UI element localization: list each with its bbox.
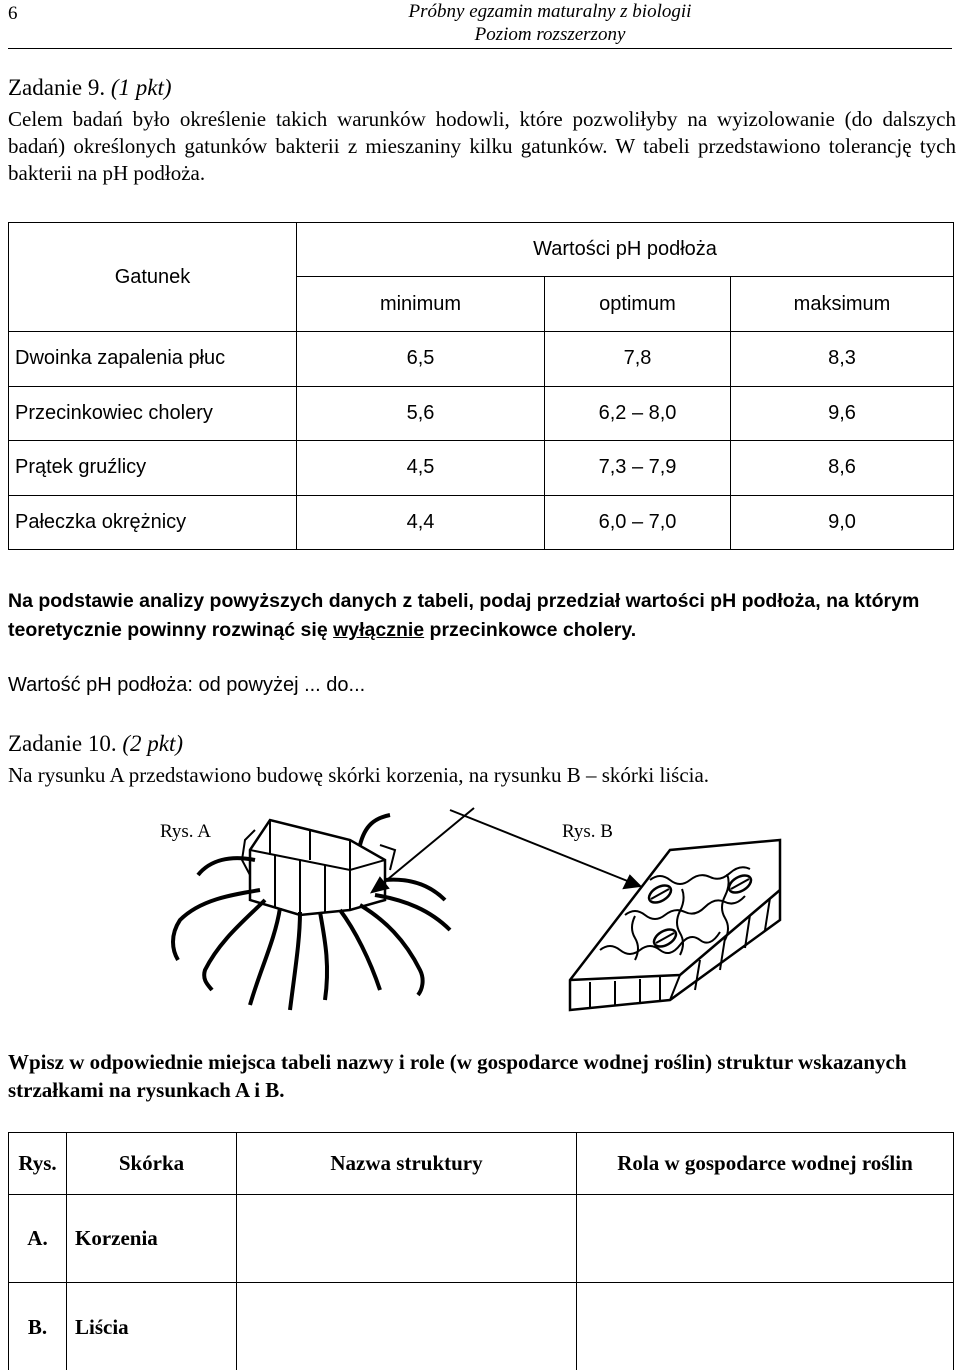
col-role-header: Rola w gospodarce wodnej roślin (577, 1133, 954, 1195)
arrow-b-head (624, 876, 640, 888)
name-answer-cell[interactable] (237, 1283, 577, 1370)
figure-b-leaf-epidermis (440, 800, 790, 1020)
task10-points: (2 pkt) (122, 731, 183, 756)
col-min-header: minimum (297, 277, 545, 332)
task10-heading (8, 730, 183, 757)
skorka-cell: Korzenia (67, 1195, 237, 1283)
rys-cell: B. (9, 1283, 67, 1370)
task10-instruction: Wpisz w odpowiednie miejsca tabeli nazwy i role (w gospodarce wodnej roślin) struktur wskazanych strzałkami na rysunkach A i B. (8, 1050, 907, 1102)
col-rys-header: Rys. (9, 1133, 67, 1195)
opt-cell: 6,2 – 8,0 (545, 386, 731, 441)
task9-answer-line: Wartość pH podłoża: od powyżej ... do... (8, 674, 366, 696)
header-title-line1: Próbny egzamin maturalny z biologii (408, 1, 692, 22)
ph-tolerance-table (8, 222, 954, 550)
arrow-b (450, 810, 630, 882)
col-ph-group-header: Wartości pH podłoża (297, 223, 954, 277)
header-divider (8, 48, 952, 49)
min-cell: 6,5 (297, 332, 545, 387)
col-max-header: maksimum (731, 277, 954, 332)
col-opt-header: optimum (545, 277, 731, 332)
max-cell: 8,6 (731, 441, 954, 496)
col-name-header: Nazwa struktury (237, 1133, 577, 1195)
species-cell: Przecinkowiec cholery (9, 386, 297, 441)
table-row (9, 386, 954, 441)
max-cell: 9,6 (731, 386, 954, 441)
task9-title: Zadanie 9. (8, 75, 106, 100)
task9-heading (8, 74, 172, 101)
page-number: 6 (8, 3, 18, 24)
answer-table (8, 1132, 954, 1370)
col-skorka-header: Skórka (67, 1133, 237, 1195)
opt-cell: 6,0 – 7,0 (545, 495, 731, 550)
task10-intro: Na rysunku A przedstawiono budowę skórki korzenia, na rysunku B – skórki liścia. (8, 763, 710, 787)
table-row (9, 1283, 954, 1370)
species-cell: Prątek gruźlicy (9, 441, 297, 496)
name-answer-cell[interactable] (237, 1195, 577, 1283)
task9-question (8, 587, 956, 645)
figure-a-label: Rys. A (160, 821, 211, 842)
max-cell: 8,3 (731, 332, 954, 387)
table-row (9, 332, 954, 387)
role-answer-cell[interactable] (577, 1195, 954, 1283)
task10-title: Zadanie 10. (8, 731, 117, 756)
figure-b-label: Rys. B (562, 821, 613, 842)
question-text-part2: przecinkowce cholery. (424, 619, 637, 641)
task9-intro: Celem badań było określenie takich warunków hodowli, które pozwoliłyby na wyizolowanie (do dalszych badań) określonych gatunków bakterii z mieszaniny kilku gatunków. W tabeli przedstawiono tolerancję tych bakterii na pH podłoża. (8, 107, 956, 185)
species-cell: Dwoinka zapalenia płuc (9, 332, 297, 387)
table-row (9, 495, 954, 550)
role-answer-cell[interactable] (577, 1283, 954, 1370)
min-cell: 4,4 (297, 495, 545, 550)
task9-points: (1 pkt) (110, 75, 172, 100)
opt-cell: 7,3 – 7,9 (545, 441, 731, 496)
table-row (9, 1195, 954, 1283)
question-text-part1: Na podstawie analizy powyższych danych z tabeli, podaj przedział wartości pH podłoża, na którym teoretycznie powinny rozwinąć się (8, 590, 920, 641)
species-cell: Pałeczka okrężnicy (9, 495, 297, 550)
question-underlined-word: wyłącznie (333, 619, 425, 641)
min-cell: 4,5 (297, 441, 545, 496)
min-cell: 5,6 (297, 386, 545, 441)
col-species-header: Gatunek (9, 223, 297, 332)
table-row (9, 441, 954, 496)
max-cell: 9,0 (731, 495, 954, 550)
skorka-cell: Liścia (67, 1283, 237, 1370)
header-title-line2: Poziom rozszerzony (474, 24, 626, 45)
opt-cell: 7,8 (545, 332, 731, 387)
rys-cell: A. (9, 1195, 67, 1283)
figure-a-root-epidermis (150, 800, 490, 1020)
page-header-title (300, 0, 800, 46)
